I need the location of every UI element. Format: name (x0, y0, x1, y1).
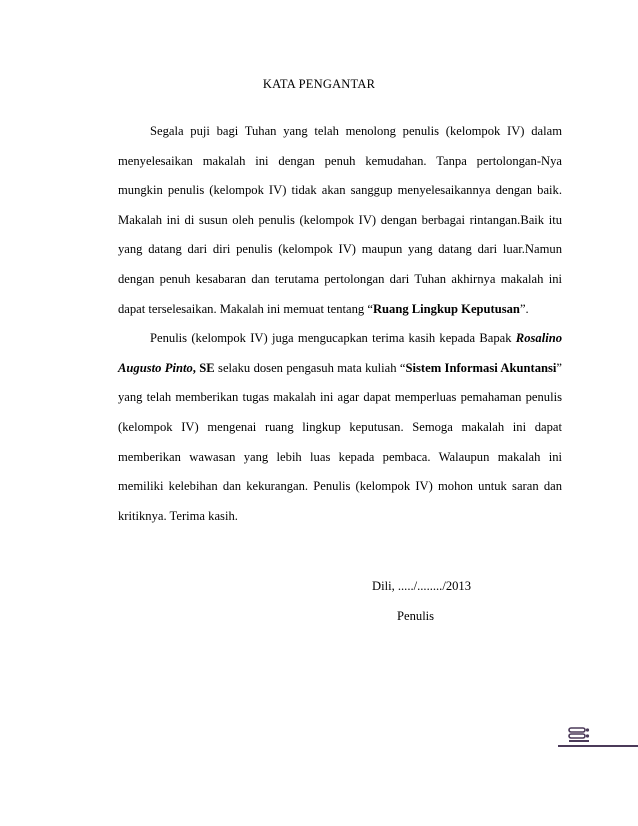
lecturer-title: SE (199, 360, 215, 375)
lecturer-name: Rosalino Augusto Pinto (118, 331, 562, 375)
paragraph-1 (118, 117, 562, 324)
paragraph-2-intro: Penulis (kelompok IV) juga mengucapkan terima kasih kepada Bapak (150, 331, 516, 346)
paragraph-1-end: ”. (519, 301, 529, 316)
page-title: KATA PENGANTAR (262, 77, 376, 91)
paragraph-1-topic: Ruang Lingkup Keputusan (372, 301, 520, 316)
footer-rule (558, 745, 638, 747)
course-name: Sistem Informasi Akuntansi (405, 360, 557, 375)
paragraph-2-middle: selaku dosen pengasuh mata kuliah “ (214, 360, 406, 375)
paragraph-1-text: Segala puji bagi Tuhan yang telah menolong penulis (kelompok IV) dalam menyelesaikan makalah ini dengan penuh kemudahan. Tanpa pertolongan-Nya mungkin penulis (kelompok IV) tidak akan sanggup menyelesaikannya dengan baik. Makalah ini di susun oleh penulis (kelompok IV) dengan berbagai rintangan.Baik itu yang datang dari diri penulis (kelompok IV) maupun yang datang dari luar.Namun dengan penuh kesabaran dan terutama pertolongan dari Tuhan akhirnya makalah ini dapat terselesaikan. Makalah ini memuat tentang “ (118, 124, 562, 316)
document-body (118, 117, 562, 531)
paragraph-2-rest: ” yang telah memberikan tugas makalah ini agar dapat memperluas pemahaman penulis (kelompok IV) mengenai ruang lingkup keputusan. Semoga makalah ini dapat memberikan wawasan yang lebih luas kepada pembaca. Walaupun makalah ini memiliki kelebihan dan kekurangan. Penulis (kelompok IV) mohon untuk saran dan kritiknya. Terima kasih. (118, 360, 562, 523)
paragraph-2 (118, 324, 562, 531)
signature-writer: Penulis (397, 609, 435, 623)
lecturer-comma: , (192, 360, 200, 375)
signature-date: Dili, ...../......../2013 (372, 579, 472, 593)
slide-share-icon (568, 727, 590, 743)
